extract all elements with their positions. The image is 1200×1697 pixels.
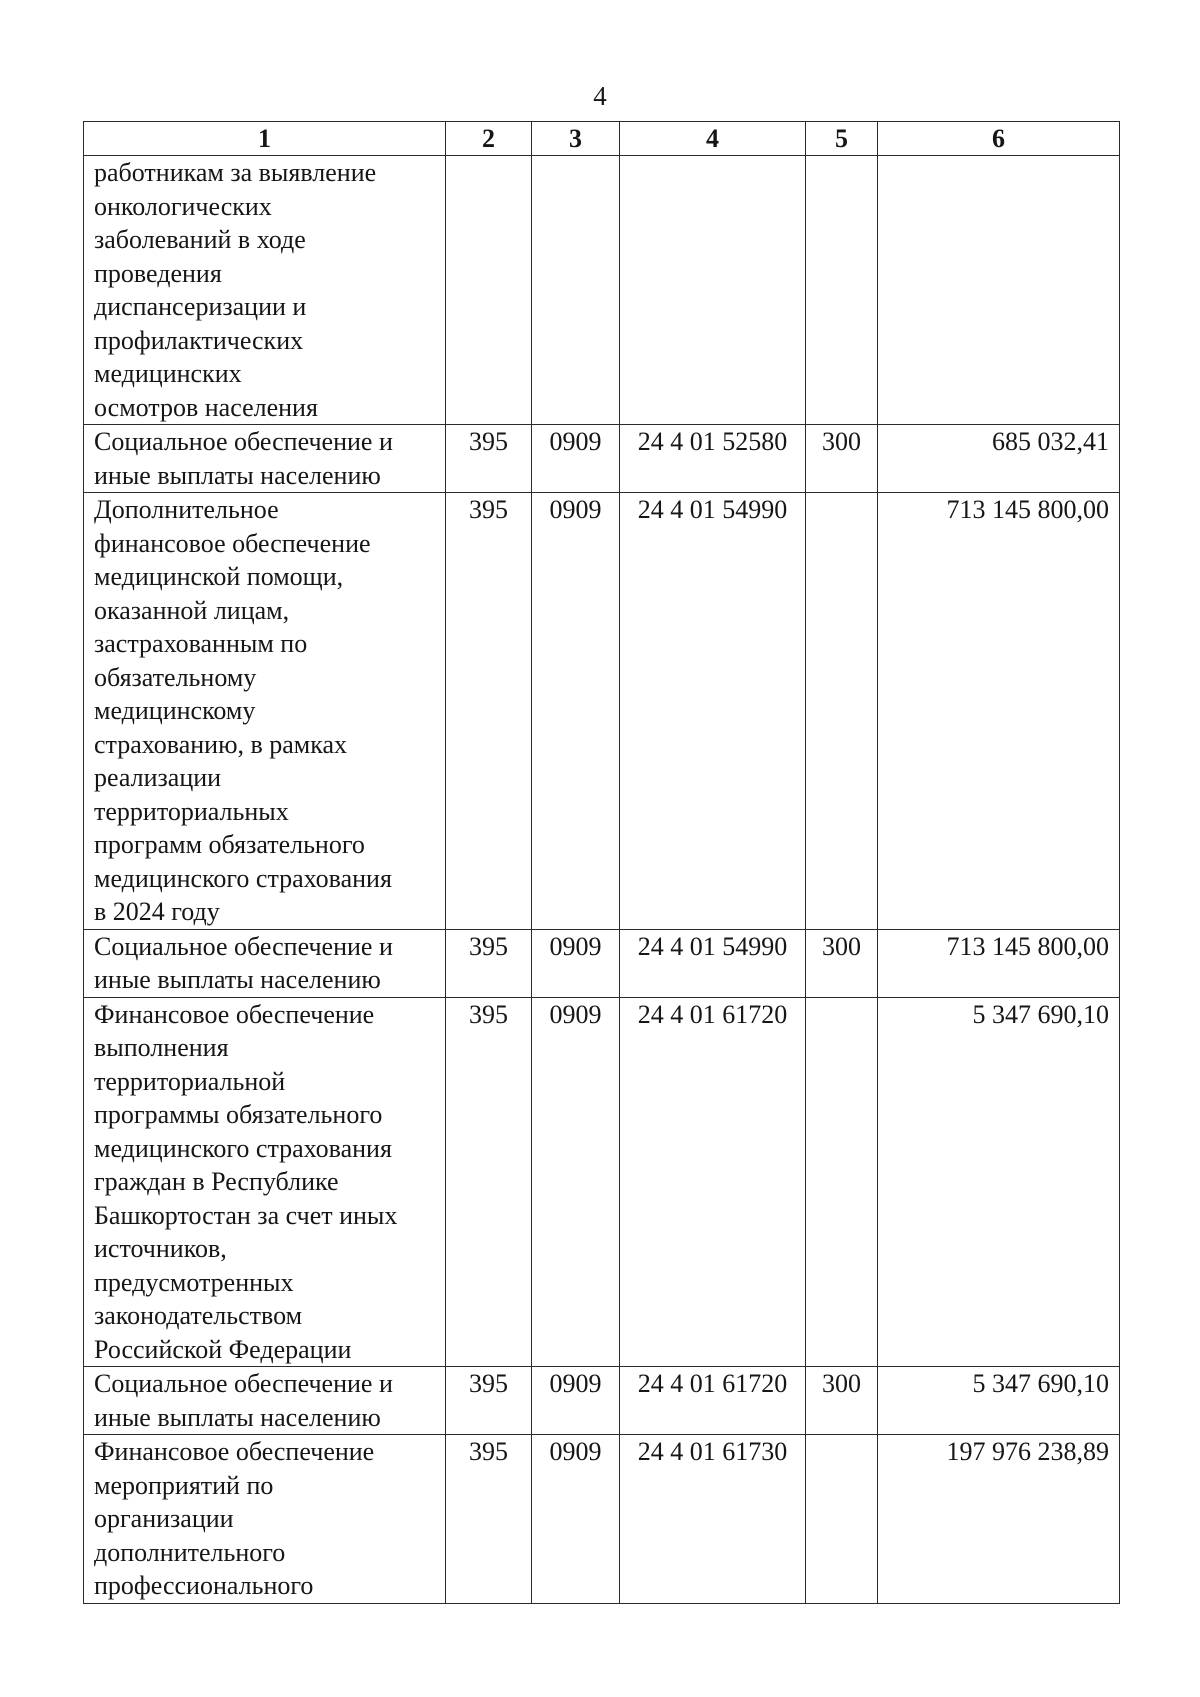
expense-type-code: 300 <box>806 1367 878 1435</box>
expense-type-code: 300 <box>806 425 878 493</box>
amount: 5 347 690,10 <box>878 1367 1120 1435</box>
item-name: Финансовое обеспечение мероприятий по организации дополнительного профессионального <box>84 1435 446 1604</box>
item-name: Социальное обеспечение и иные выплаты населению <box>84 929 446 997</box>
table-row <box>84 1367 1120 1435</box>
amount: 713 145 800,00 <box>878 493 1120 930</box>
expense-type-code <box>806 493 878 930</box>
table-row <box>84 929 1120 997</box>
column-header-5: 5 <box>806 122 878 156</box>
column-header-2: 2 <box>446 122 532 156</box>
expense-type-code <box>806 156 878 425</box>
expense-type-code <box>806 1435 878 1604</box>
column-header-1: 1 <box>84 122 446 156</box>
ministry-code: 395 <box>446 493 532 930</box>
section-code: 0909 <box>532 929 620 997</box>
amount: 685 032,41 <box>878 425 1120 493</box>
target-article-code: 24 4 01 52580 <box>620 425 806 493</box>
item-name: Социальное обеспечение и иные выплаты населению <box>84 425 446 493</box>
page-number: 4 <box>593 81 607 111</box>
section-code: 0909 <box>532 425 620 493</box>
section-code <box>532 156 620 425</box>
table-header <box>84 122 1120 156</box>
item-name: Дополнительное финансовое обеспечение медицинской помощи, оказанной лицам, застрахованным по обязательному медицинскому страхованию, в рамках реализации территориальных программ обязательного медицинского страхования в 2024 году <box>84 493 446 930</box>
section-code: 0909 <box>532 1367 620 1435</box>
ministry-code: 395 <box>446 1435 532 1604</box>
item-name: работникам за выявление онкологических заболеваний в ходе проведения диспансеризации и профилактических медицинских осмотров населения <box>84 156 446 425</box>
ministry-code: 395 <box>446 997 532 1367</box>
table-body <box>84 156 1120 1604</box>
amount <box>878 156 1120 425</box>
section-code: 0909 <box>532 1435 620 1604</box>
amount: 5 347 690,10 <box>878 997 1120 1367</box>
amount: 713 145 800,00 <box>878 929 1120 997</box>
target-article-code: 24 4 01 61720 <box>620 1367 806 1435</box>
column-header-4: 4 <box>620 122 806 156</box>
item-name: Финансовое обеспечение выполнения территориальной программы обязательного медицинского страхования граждан в Республике Башкортостан за счет иных источников, предусмотренных законодательством Российской Федерации <box>84 997 446 1367</box>
column-header-3: 3 <box>532 122 620 156</box>
item-name: Социальное обеспечение и иные выплаты населению <box>84 1367 446 1435</box>
expense-type-code: 300 <box>806 929 878 997</box>
budget-table <box>83 121 1120 1604</box>
expense-type-code <box>806 997 878 1367</box>
header-row <box>84 122 1120 156</box>
table-row <box>84 156 1120 425</box>
table-row <box>84 1435 1120 1604</box>
table-row <box>84 997 1120 1367</box>
amount: 197 976 238,89 <box>878 1435 1120 1604</box>
section-code: 0909 <box>532 997 620 1367</box>
target-article-code: 24 4 01 61720 <box>620 997 806 1367</box>
target-article-code: 24 4 01 54990 <box>620 493 806 930</box>
column-header-6: 6 <box>878 122 1120 156</box>
ministry-code: 395 <box>446 425 532 493</box>
target-article-code: 24 4 01 61730 <box>620 1435 806 1604</box>
target-article-code <box>620 156 806 425</box>
ministry-code: 395 <box>446 1367 532 1435</box>
table-row <box>84 493 1120 930</box>
ministry-code <box>446 156 532 425</box>
ministry-code: 395 <box>446 929 532 997</box>
table-row <box>84 425 1120 493</box>
section-code: 0909 <box>532 493 620 930</box>
target-article-code: 24 4 01 54990 <box>620 929 806 997</box>
